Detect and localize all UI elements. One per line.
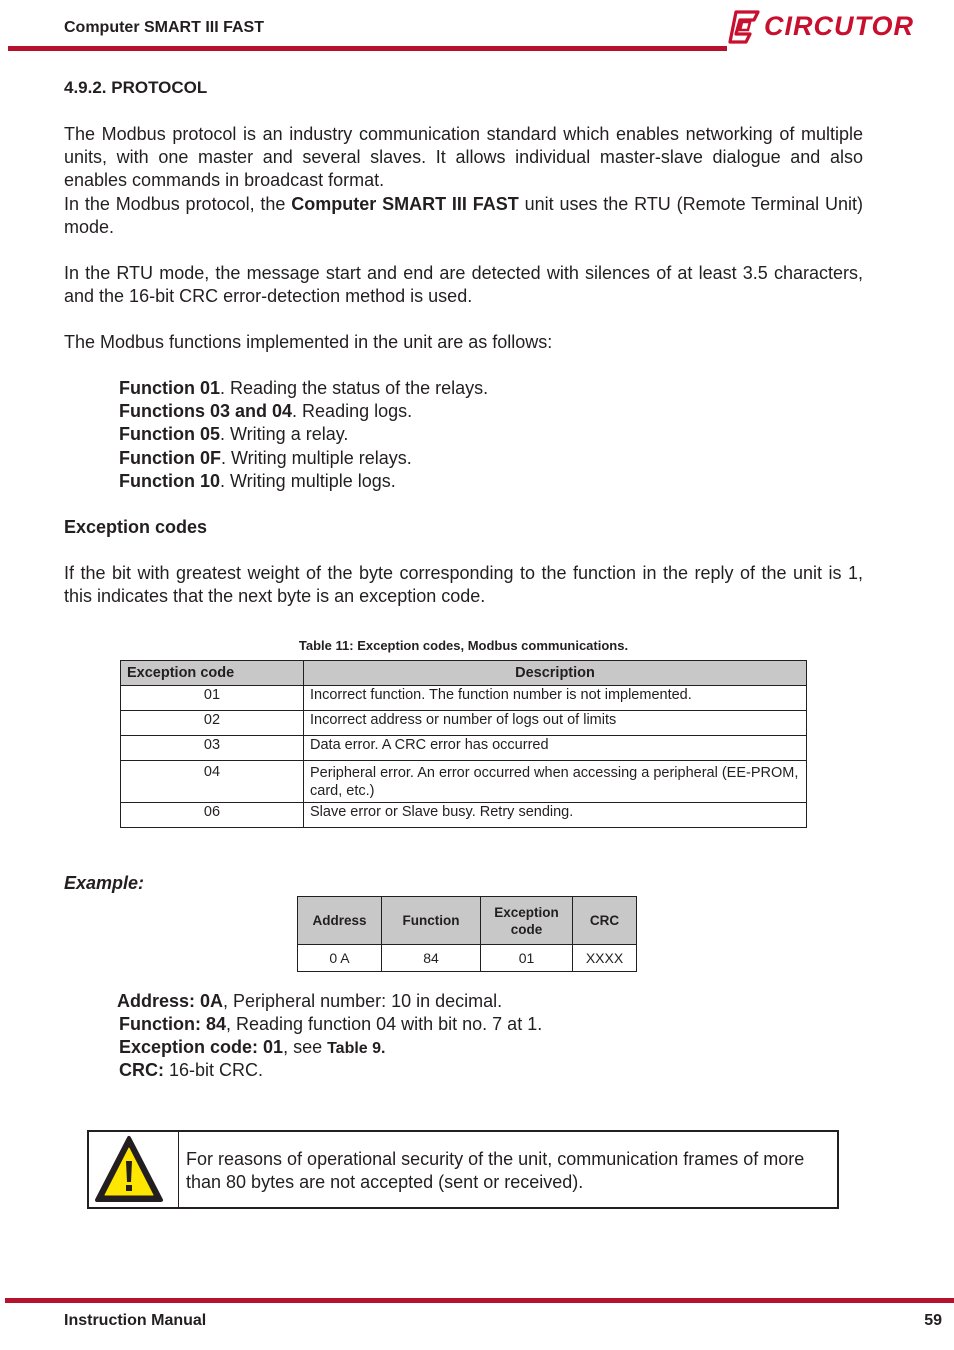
function-item [119,377,488,400]
description-cell: Slave error or Slave busy. Retry sending. [304,803,807,828]
function-item [119,470,396,493]
table-row [298,945,637,972]
footer-title: Instruction Manual [64,1312,207,1329]
warning-triangle-icon [89,1132,178,1207]
function-desc: . Writing multiple relays. [221,448,412,468]
function-desc: . Reading the status of the relays. [220,378,489,398]
circutor-logo [728,8,915,46]
note-name: CRC: [119,1060,164,1080]
function-name: Function 01 [119,378,221,398]
frame-value-cell: 0 A [298,945,382,972]
function-name: Function 05 [119,424,221,444]
example-label: Example: [64,873,145,893]
warning-box [87,1130,839,1209]
exception-code-cell: 03 [121,736,304,761]
function-name: Functions 03 and 04 [119,401,293,421]
intro-paragraph-1: The Modbus protocol is an industry communication standard which enables networking of multiple units, with one master and several slaves. It allows individual master-slave dialogue and also enables commands in broadcast format. [64,124,863,190]
exception-codes-text: If the bit with greatest weight of the byte corresponding to the function in the reply of the unit is 1, this indicates that the next byte is an exception code. [64,563,863,606]
warning-text: For reasons of operational security of the unit, communication frames of more than 80 bytes are not accepted (sent or received). [186,1149,805,1192]
rtu-paragraph: In the RTU mode, the message start and end are detected with silences of at least 3.5 characters, and the 16-bit CRC error-detection method is used. [64,263,863,306]
description-cell: Incorrect function. The function number is not implemented. [304,686,807,711]
note-desc: , see [283,1037,328,1057]
function-item [119,447,412,470]
column-header: Description [304,661,807,686]
example-note [119,1036,385,1060]
function-name: Function 0F [119,448,221,468]
description-cell: Data error. A CRC error has occurred [304,736,807,761]
exception-code-cell: 02 [121,711,304,736]
intro-p2-before: In the Modbus protocol, the [64,194,292,214]
frame-value-cell: XXXX [573,945,637,972]
example-note [119,1013,542,1036]
function-item [119,423,348,446]
logo-text: CIRCUTOR [764,11,915,41]
example-note [119,1059,263,1082]
note-desc: 16-bit CRC. [164,1060,264,1080]
table-reference: Table 9. [327,1040,386,1057]
description-cell: Peripheral error. An error occurred when accessing a peripheral (EE-PROM, card, etc.) [304,761,807,803]
table-caption: Table 11: Exception codes, Modbus communications. [298,638,629,653]
header-title: Computer SMART III FAST [64,19,264,36]
page-number: 59 [924,1312,942,1329]
function-item [119,400,412,423]
column-header: CRC [573,897,637,945]
table-row [121,686,807,711]
table-row [121,736,807,761]
table-header-row [121,661,807,686]
section-title: 4.9.2. PROTOCOL [64,78,208,97]
exception-codes-table [120,660,807,828]
note-desc: , Peripheral number: 10 in decimal. [223,991,503,1011]
footer-rule [5,1298,954,1303]
functions-intro: The Modbus functions implemented in the unit are as follows: [64,332,553,352]
function-desc: . Writing multiple logs. [220,471,396,491]
table-header-row [298,897,637,945]
function-name: Function 10 [119,471,221,491]
warning-icon-cell [89,1132,179,1207]
frame-value-cell: 84 [382,945,481,972]
header-rule [8,46,727,51]
frame-value-cell: 01 [481,945,573,972]
note-name: Function: 84 [119,1014,226,1034]
intro-p2-after: unit uses the RTU (Remote Terminal Unit) mode. [64,194,864,237]
intro-paragraph-2 [64,193,863,239]
table-row [121,711,807,736]
example-frame-table [297,896,637,972]
example-note [117,990,502,1013]
intro-p2-product: Computer SMART III FAST [291,194,519,214]
column-header: Exception code [481,897,573,945]
column-header: Exception code [121,661,304,686]
note-name: Exception code: 01 [119,1037,284,1057]
description-cell: Incorrect address or number of logs out of limits [304,711,807,736]
table-row [121,761,807,803]
exception-code-cell: 06 [121,803,304,828]
function-desc: . Writing a relay. [220,424,349,444]
table-row [121,803,807,828]
column-header: Address [298,897,382,945]
note-desc: , Reading function 04 with bit no. 7 at 1. [226,1014,543,1034]
exception-codes-heading: Exception codes [64,517,208,537]
exception-code-cell: 01 [121,686,304,711]
column-header: Function [382,897,481,945]
note-name: Address: 0A [117,991,224,1011]
function-desc: . Reading logs. [292,401,413,421]
circutor-logo-icon [728,8,762,46]
exception-code-cell: 04 [121,761,304,803]
